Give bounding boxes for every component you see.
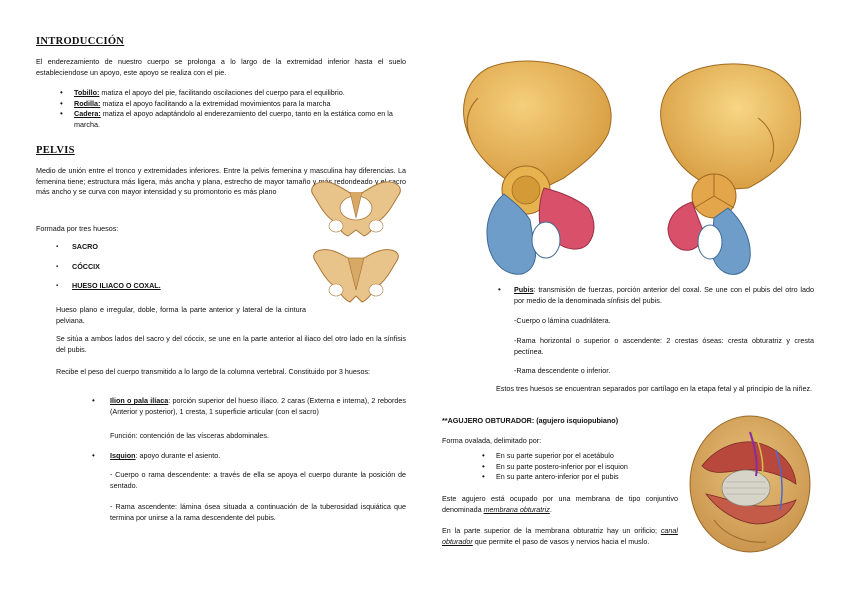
isquion-item: • Isquion: apoyo durante el asiento. <box>92 451 221 460</box>
estos-paragraph: Estos tres huesos se encuentran separados por cartílago en la etapa fetal y al principio de la niñez. <box>496 384 813 393</box>
coxal-lateral-illustration <box>448 58 618 280</box>
list-item: ▪ CÓCCIX <box>56 261 100 271</box>
pubis-line-rama-descendente: -Rama descendente o inferior. <box>514 366 611 375</box>
agujero-list <box>482 451 682 483</box>
list-item: • En su parte superior por el acetábulo <box>482 451 614 460</box>
bones-list <box>56 242 296 292</box>
pubis-line-cuerpo: -Cuerpo o lámina cuadrilátera. <box>514 316 611 325</box>
hueso-paragraph: Hueso plano e irregular, doble, forma la parte anterior y lateral de la cintura pelviana. <box>56 305 306 325</box>
list-item: • En su parte antero-inferior por el pubis <box>482 472 619 482</box>
rama-descendente-text: - Cuerpo o rama descendente: a través de ella se apoya el cuerpo durante la posición de sentado. <box>110 470 406 490</box>
membrana-paragraph: Este agujero está ocupado por una membrana de tipo conjuntivo denominada membrana obturatriz. <box>442 494 678 514</box>
obturator-membrane-illustration <box>684 410 814 556</box>
list-item: • Rodilla: matiza el apoyo facilitando a la extremidad movimientos para la marcha <box>60 98 331 108</box>
rama-ascendente-text: - Rama ascendente: lámina ósea situada a continuación de la tuberosidad isquiática que termina por unirse a la rama descendente del pubis. <box>110 502 406 522</box>
forma-ovalada-text: Forma ovalada, delimitado por: <box>442 436 542 445</box>
coxal-medial-illustration <box>648 58 808 280</box>
situa-paragraph: Se sitúa a ambos lados del sacro y del cóccix, se une en la parte anterior al iliaco del otro lado en la sínfisis del pubis. <box>56 334 406 354</box>
list-item: • En su parte postero-inferior por el isquion <box>482 461 628 471</box>
list-item: ▪ HUESO ILIACO O COXAL. <box>56 281 161 291</box>
formada-text: Formada por tres huesos: <box>36 224 119 233</box>
list-item: • Cadera: matiza el apoyo adaptándolo al enderezamiento del cuerpo, tanto en la estática como en la marcha. <box>60 109 393 129</box>
ilion-item: • Ilion o pala ilíaca: porción superior del hueso ilíaco. 2 caras (Externa e interna), 2 rebordes (Anterior y posterior), 1 cresta, 1 superficie articular (con el sacro) <box>92 396 406 416</box>
intro-paragraph: El enderezamiento de nuestro cuerpo se prolonga a lo largo de la extremidad inferior hasta el suelo estableciendose un apoyo, este apoyo se realiza con el pie. <box>36 57 406 77</box>
list-item: • Tobillo: matiza el apoyo del pie, facilitando oscilaciones del cuerpo para el equilibrio. <box>60 88 345 97</box>
funcion-text: Función: contención de las vísceras abdominales. <box>110 431 270 440</box>
pubis-line-rama-horizontal: -Rama horizontal o superior o ascendente: 2 crestas óseas: cresta obturatriz y cresta pectínea. <box>514 336 814 356</box>
recibe-paragraph: Recibe el peso del cuerpo transmitido a lo largo de la columna vertebral. Constituido por 3 huesos: <box>56 367 371 376</box>
pelvis-posterior-illustration <box>306 246 406 306</box>
intro-list <box>60 88 406 130</box>
pelvis-anterior-illustration <box>306 178 406 243</box>
canal-paragraph: En la parte superior de la membrana obturatriz hay un orificio; canal obturador que permite el paso de vasos y nervios hacia el muslo. <box>442 526 678 546</box>
pelvis-paragraph: Medio de unión entre el tronco y extremidades inferiores. Entre la pelvis femenina y masculina hay diferencias. La femenina tiene; estructura más ligera, más ancha y plana, estrecho de mayor tamaño y más redondeado y el sacro más ancho y se curva con mayor intensidad y su promontorio es más plano <box>36 166 406 197</box>
agujero-heading: **AGUJERO OBTURADOR: (agujero isquiopubiano) <box>442 416 619 425</box>
pelvis-heading: PELVIS <box>36 145 75 156</box>
intro-heading: INTRODUCCIÓN <box>36 36 125 47</box>
pubis-item: • Pubis: transmisión de fuerzas, porción anterior del coxal. Se une con el pubis del otro lado por medio de la denominada sínfisis del pubis. <box>498 285 814 305</box>
list-item: ▪ SACRO <box>56 242 98 251</box>
